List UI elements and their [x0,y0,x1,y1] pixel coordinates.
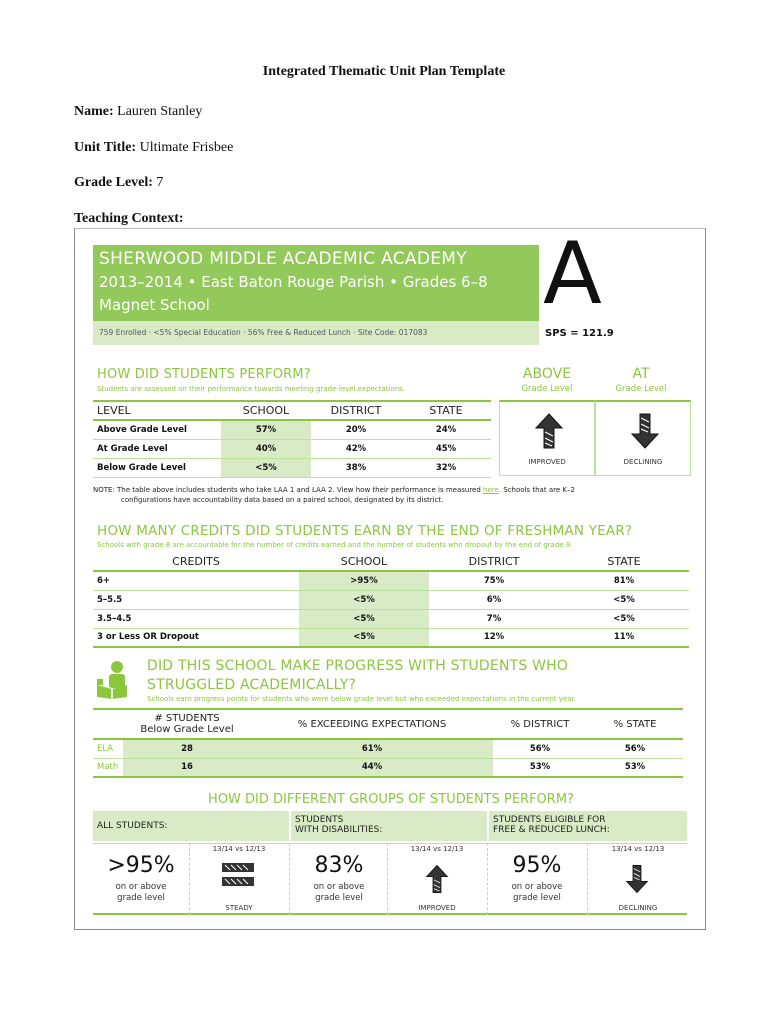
performance-footnote [93,485,575,505]
desc-line-2: grade level [315,893,363,903]
col-students [123,709,251,739]
above-label: ABOVE [522,366,572,382]
all-students-compare: 13/14 vs 12/13 [212,845,266,853]
cell-district: 38% [311,458,401,477]
school-header [93,245,539,345]
disabilities-compare: 13/14 vs 12/13 [410,845,464,853]
cell-district: 42% [311,439,401,458]
progress-table [93,708,683,778]
desc-line-2: grade level [513,893,561,903]
table-row [93,590,689,609]
col-school: SCHOOL [221,401,311,420]
col-district-pct: % DISTRICT [493,709,587,739]
unit-title-field [74,140,233,156]
row-label: 5–5.5 [93,590,299,609]
col-state-pct: % STATE [587,709,683,739]
col-district: DISTRICT [429,552,559,571]
all-students-value: >95% [107,853,175,878]
footnote-text-end: . Schools that are K–2 [498,486,575,494]
desc-line-1: on or above [313,882,365,892]
steady-icon [221,861,255,889]
cell-state: 11% [559,628,689,647]
table-row [93,609,689,628]
credits-title: HOW MANY CREDITS DID STUDENTS EARN BY THE END OF FRESHMAN YEAR? [97,523,633,539]
lunch-head-line-1: STUDENTS ELIGIBLE FOR [493,815,606,825]
table-row [93,628,689,647]
cell-exceeding: 61% [251,739,493,758]
grade-level-label: Grade Level: [74,175,153,190]
col-students-line-1: # STUDENTS [154,713,220,724]
credits-table [93,552,689,648]
table-row [93,571,689,590]
lunch-head-line-2: FREE & REDUCED LUNCH: [493,825,610,835]
disabilities-value: 83% [314,853,364,878]
lunch-desc [489,882,585,904]
cell-district: 12% [429,628,559,647]
school-name: SHERWOOD MIDDLE ACADEMIC ACADEMY [99,249,467,269]
desc-line-1: on or above [511,882,563,892]
progress-note: Schools earn progress points for students who were below grade level but who exceeded expectations in the current year. [147,695,576,703]
enrollment-stats: 759 Enrolled · <5% Special Education · 56% Free & Reduced Lunch · Site Code: 017083 [93,321,539,345]
cell-district: 20% [311,420,401,439]
sps-score: SPS = 121.9 [545,328,614,339]
row-label: ELA [93,739,123,758]
row-label: 3 or Less OR Dropout [93,628,299,647]
lunch-head [489,811,687,841]
letter-grade: A [543,228,602,324]
cell-exceeding: 44% [251,758,493,777]
desc-line-1: on or above [115,882,167,892]
disabilities-head-line-2: WITH DISABILITIES: [295,825,383,835]
col-school: SCHOOL [299,552,429,571]
lunch-status: DECLINING [618,904,658,912]
unit-title-value: Ultimate Frisbee [139,140,234,155]
col-exceeding: % EXCEEDING EXPECTATIONS [251,709,493,739]
cell-state: 24% [401,420,491,439]
lunch-value: 95% [512,853,562,878]
disabilities-status: IMPROVED [418,904,456,912]
divider [487,843,488,915]
down-arrow-icon [625,859,649,899]
divider [387,843,388,915]
table-row [93,420,491,439]
performance-title: HOW DID STUDENTS PERFORM? [97,367,311,382]
name-value: Lauren Stanley [117,104,203,119]
disabilities-head [291,811,487,841]
cell-school: >95% [299,571,429,590]
cell-state: 56% [587,739,683,758]
name-field [74,104,202,120]
cell-school: 40% [221,439,311,458]
at-status: DECLINING [623,458,663,466]
row-label: Below Grade Level [93,458,221,477]
up-arrow-icon [534,412,564,450]
cell-state: <5% [559,609,689,628]
cell-district: 75% [429,571,559,590]
above-status: IMPROVED [528,458,566,466]
table-row [93,758,683,777]
school-type: Magnet School [99,296,210,314]
school-info: 2013–2014 • East Baton Rouge Parish • Grades 6–8 [99,273,488,291]
row-label: At Grade Level [93,439,221,458]
footnote-text: NOTE: The table above includes students who take LAA 1 and LAA 2. View how their performance is measured [93,486,484,494]
cell-state: 45% [401,439,491,458]
credits-note: Schools with grade 8 are accountable for the number of credits earned and the number of students who dropout by the end of grade 9. [97,541,573,549]
groups-title: HOW DID DIFFERENT GROUPS OF STUDENTS PERFORM? [208,792,574,807]
cell-school: <5% [299,590,429,609]
progress-title-line-2: STRUGGLED ACADEMICALLY? [147,677,357,693]
row-label: Above Grade Level [93,420,221,439]
school-report-card [74,228,706,930]
col-credits: CREDITS [93,552,299,571]
above-sub: Grade Level [521,384,573,394]
grade-level-value: 7 [156,175,164,190]
col-state: STATE [559,552,689,571]
cell-school: 57% [221,420,311,439]
all-students-status: STEADY [225,904,253,912]
col-students-line-2: Below Grade Level [140,724,234,735]
table-row [93,739,683,758]
cell-students: 28 [123,739,251,758]
all-students-desc [93,882,189,904]
performance-table [93,400,491,478]
divider [587,843,588,915]
lunch-compare: 13/14 vs 12/13 [611,845,665,853]
cell-state: 81% [559,571,689,590]
performance-note: Students are assessed on their performance towards meeting grade-level expectations. [97,385,406,393]
grade-level-field [74,175,163,191]
table-row [93,439,491,458]
cell-state: <5% [559,590,689,609]
cell-district: 6% [429,590,559,609]
teaching-context-label: Teaching Context: [74,211,184,226]
cell-students: 16 [123,758,251,777]
table-row [93,458,491,477]
cell-district: 53% [493,758,587,777]
cell-district: 56% [493,739,587,758]
col-level: LEVEL [93,401,221,420]
name-label: Name: [74,104,114,119]
down-arrow-icon [630,412,660,450]
cell-school: <5% [221,458,311,477]
col-state: STATE [401,401,491,420]
cell-school: <5% [299,628,429,647]
cell-state: 53% [587,758,683,777]
cell-school: <5% [299,609,429,628]
unit-title-label: Unit Title: [74,140,137,155]
footnote-link[interactable]: here [483,486,499,494]
document-title: Integrated Thematic Unit Plan Template [262,64,506,79]
disabilities-desc [291,882,387,904]
row-label: Math [93,758,123,777]
at-sub: Grade Level [615,384,667,394]
col-district: DISTRICT [311,401,401,420]
progress-title-line-1: DID THIS SCHOOL MAKE PROGRESS WITH STUDENTS WHO [147,658,569,674]
row-label: 3.5–4.5 [93,609,299,628]
divider [189,843,190,915]
up-arrow-icon [425,859,449,899]
divider [289,843,290,915]
at-label: AT [632,366,650,382]
cell-district: 7% [429,609,559,628]
cell-state: 32% [401,458,491,477]
desc-line-2: grade level [117,893,165,903]
col-subject [93,709,123,739]
student-reading-icon [95,659,129,699]
all-students-head: ALL STUDENTS: [93,811,289,841]
footnote-line-2: configurations have accountability data based on a paired school, designated by its district. [121,496,444,504]
teaching-context-field [74,211,184,227]
row-label: 6+ [93,571,299,590]
disabilities-head-line-1: STUDENTS [295,815,344,825]
